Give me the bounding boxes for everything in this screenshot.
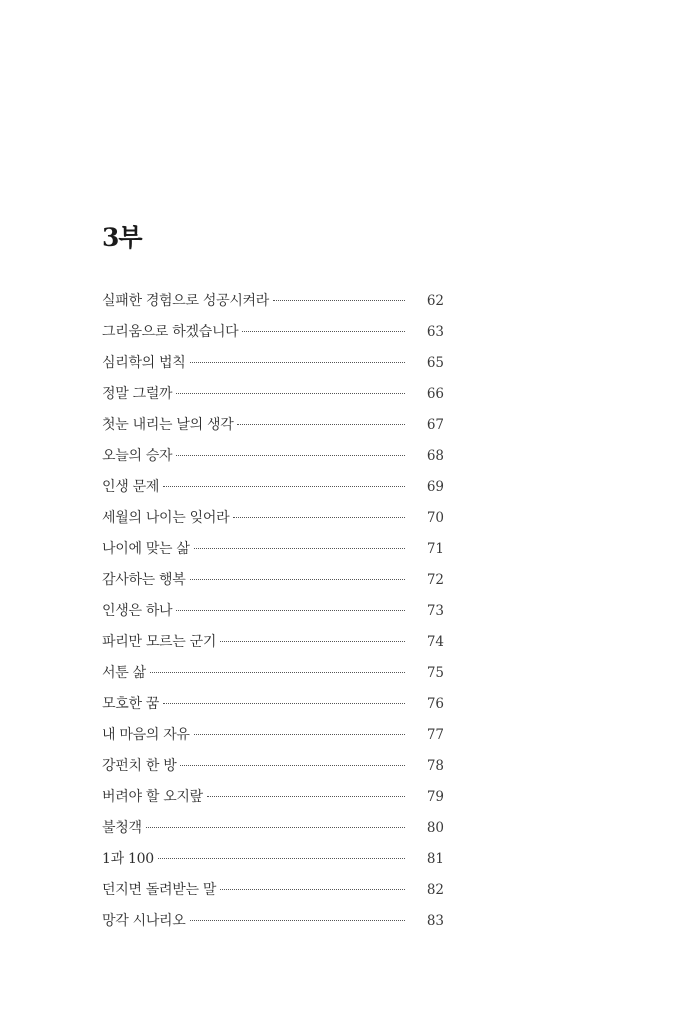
toc-entry-page: 77: [426, 727, 444, 743]
toc-entry: [102, 472, 444, 503]
dot-leader: [237, 423, 405, 425]
toc-entry: [102, 503, 444, 534]
toc-entry: [102, 441, 444, 472]
toc-entry-title: 파리만 모르는 군기: [102, 634, 217, 650]
toc-entry-title: 망각 시나리오: [102, 913, 186, 929]
toc-entry-page: 74: [426, 634, 444, 650]
toc-entry-page: 65: [426, 355, 444, 371]
toc-entry-page: 67: [426, 417, 444, 433]
toc-entry-title: 불청객: [102, 820, 142, 836]
dot-leader: [150, 671, 405, 673]
toc-entry-title: 감사하는 행복: [102, 572, 186, 588]
dot-leader: [180, 764, 405, 766]
toc-entry-page: 63: [426, 324, 444, 340]
toc-entry-title: 첫눈 내리는 날의 생각: [102, 417, 234, 433]
dot-leader: [163, 702, 405, 704]
toc-entry: [102, 410, 444, 441]
toc-entry-title: 그리움으로 하겠습니다: [102, 324, 239, 340]
dot-leader: [158, 857, 405, 859]
toc-entry: [102, 782, 444, 813]
dot-leader: [176, 609, 405, 611]
toc-entry-page: 79: [426, 789, 444, 805]
toc-entry: [102, 720, 444, 751]
toc-entry-page: 73: [426, 603, 444, 619]
toc-entry-page: 72: [426, 572, 444, 588]
dot-leader: [233, 516, 405, 518]
dot-leader: [176, 392, 405, 394]
dot-leader: [146, 826, 405, 828]
toc-entry-title: 버려야 할 오지랖: [102, 789, 203, 805]
toc-entry-page: 66: [426, 386, 444, 402]
toc-entry-page: 81: [426, 851, 444, 867]
toc-entry-page: 71: [426, 541, 444, 557]
part-title: 3부: [102, 223, 142, 252]
toc-entry: [102, 627, 444, 658]
toc-entry-page: 83: [426, 913, 444, 929]
toc-entry-title: 모호한 꿈: [102, 696, 160, 712]
toc-entry-title: 던지면 돌려받는 말: [102, 882, 217, 898]
toc-entry-title: 1과 100: [102, 851, 154, 867]
toc-entry-page: 82: [426, 882, 444, 898]
toc-entry: [102, 813, 444, 844]
toc-entry-title: 심리학의 법칙: [102, 355, 186, 371]
toc-entry-title: 오늘의 승자: [102, 448, 173, 464]
toc-entry-page: 70: [426, 510, 444, 526]
toc-entry: [102, 844, 444, 875]
dot-leader: [190, 361, 406, 363]
toc-entry-page: 62: [426, 293, 444, 309]
toc-entry: [102, 658, 444, 689]
toc-entry-title: 인생은 하나: [102, 603, 173, 619]
dot-leader: [273, 299, 405, 301]
toc-entry-title: 서툰 삶: [102, 665, 146, 681]
dot-leader: [207, 795, 405, 797]
toc-entry-page: 69: [426, 479, 444, 495]
toc-entry: [102, 565, 444, 596]
toc-entry-title: 실패한 경험으로 성공시켜라: [102, 293, 269, 309]
dot-leader: [163, 485, 405, 487]
toc-entry: [102, 596, 444, 627]
toc-entry-page: 78: [426, 758, 444, 774]
toc-entry-title: 인생 문제: [102, 479, 160, 495]
dot-leader: [220, 888, 405, 890]
table-of-contents: [102, 286, 444, 937]
dot-leader: [220, 640, 405, 642]
toc-entry: [102, 906, 444, 937]
toc-entry: [102, 348, 444, 379]
toc-entry-title: 세월의 나이는 잊어라: [102, 510, 230, 526]
toc-entry-page: 80: [426, 820, 444, 836]
toc-entry-page: 75: [426, 665, 444, 681]
dot-leader: [242, 330, 405, 332]
dot-leader: [194, 733, 405, 735]
toc-entry-page: 68: [426, 448, 444, 464]
toc-entry-page: 76: [426, 696, 444, 712]
toc-entry-title: 나이에 맞는 삶: [102, 541, 190, 557]
toc-entry-title: 강펀치 한 방: [102, 758, 177, 774]
toc-entry: [102, 689, 444, 720]
toc-entry-title: 정말 그럴까: [102, 386, 173, 402]
dot-leader: [190, 919, 406, 921]
toc-entry: [102, 286, 444, 317]
toc-entry: [102, 379, 444, 410]
toc-entry: [102, 875, 444, 906]
dot-leader: [194, 547, 405, 549]
dot-leader: [176, 454, 405, 456]
dot-leader: [190, 578, 406, 580]
toc-entry-title: 내 마음의 자유: [102, 727, 190, 743]
toc-entry: [102, 751, 444, 782]
toc-entry: [102, 317, 444, 348]
toc-entry: [102, 534, 444, 565]
